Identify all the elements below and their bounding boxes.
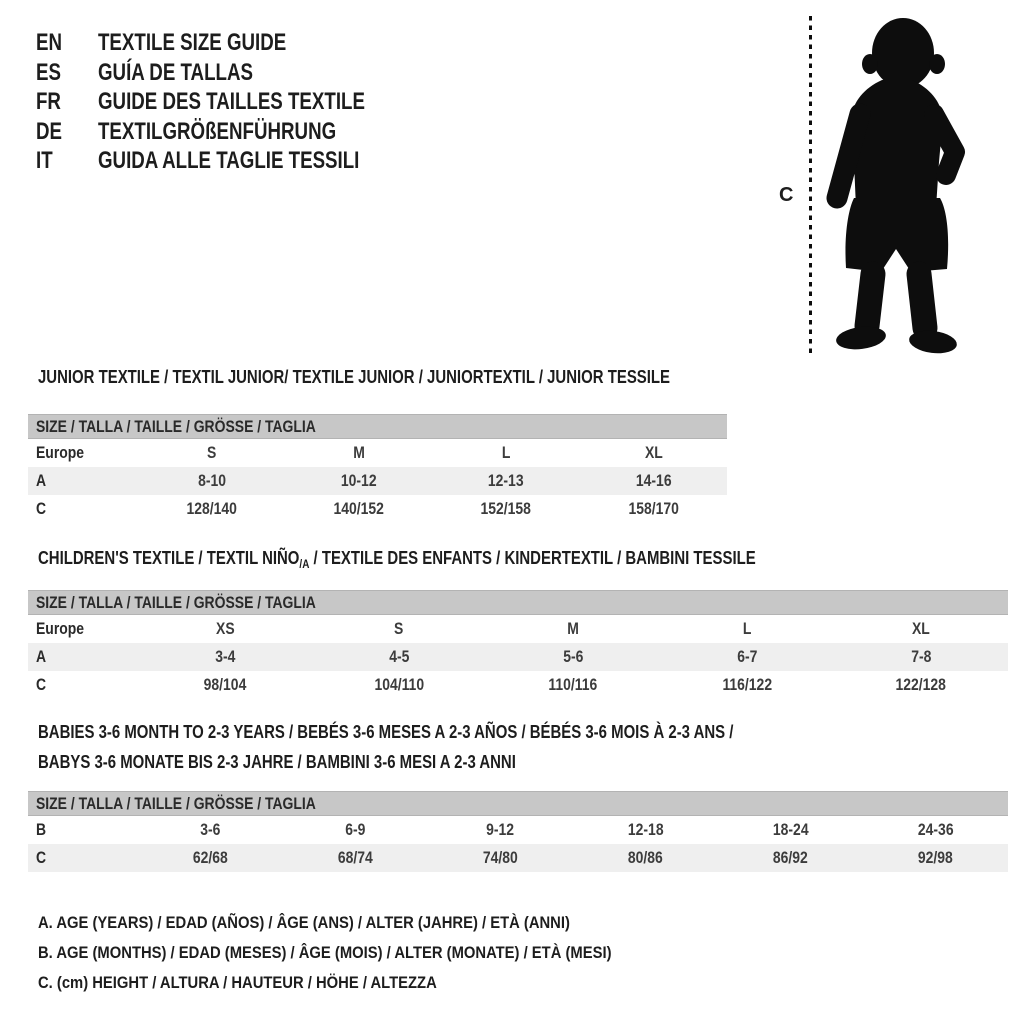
table-header-bar: SIZE / TALLA / TAILLE / GRÖSSE / TAGLIA	[28, 791, 1008, 816]
section-title-babies-line1: BABIES 3-6 MONTH TO 2-3 YEARS / BEBÉS 3-6 MESES A 2-3 AÑOS / BÉBÉS 3-6 MOIS À 2-3 ANS /	[38, 722, 734, 742]
size-value: 68/74	[338, 848, 373, 867]
row-label: B	[36, 820, 47, 839]
size-value: 98/104	[203, 675, 247, 694]
section-title-children	[38, 548, 903, 570]
table-row	[28, 844, 1008, 872]
lang-code: EN	[36, 29, 63, 56]
size-value: 92/98	[918, 848, 953, 867]
section-title-junior: JUNIOR TEXTILE / TEXTIL JUNIOR/ TEXTILE JUNIOR / JUNIORTEXTIL / JUNIOR TESSILE	[38, 367, 670, 387]
footnote-age-years: A. AGE (YEARS) / EDAD (AÑOS) / ÂGE (ANS) / ALTER (JAHRE) / ETÀ (ANNI)	[38, 913, 570, 932]
measure-label-c: C	[779, 184, 794, 206]
lang-label: GUIDE DES TAILLES TEXTILE	[98, 88, 365, 115]
children-title-pre: CHILDREN'S TEXTILE / TEXTIL NIÑO	[38, 548, 300, 568]
size-value: 6-9	[345, 820, 366, 839]
footnote-height-cm: C. (cm) HEIGHT / ALTURA / HAUTEUR / HÖHE / ALTEZZA	[38, 973, 437, 992]
lang-code: DE	[36, 117, 63, 145]
size-value: 12-13	[488, 471, 524, 490]
size-value: S	[206, 443, 217, 462]
junior-size-table	[28, 414, 727, 523]
size-value: 62/68	[193, 848, 228, 867]
table-row	[28, 615, 1008, 643]
lang-row	[36, 28, 440, 58]
lang-label: GUIDA ALLE TAGLIE TESSILI	[98, 147, 360, 174]
table-row	[28, 816, 1008, 844]
size-value: 6-7	[736, 647, 758, 666]
size-value: 24-36	[917, 820, 954, 839]
table-row	[28, 643, 1008, 671]
size-value: 3-6	[200, 820, 221, 839]
size-value: 110/116	[548, 675, 598, 694]
size-value: 7-8	[910, 647, 932, 666]
children-title-post: / TEXTILE DES ENFANTS / KINDERTEXTIL / BAMBINI TESSILE	[309, 548, 756, 568]
table-header-bar: SIZE / TALLA / TAILLE / GRÖSSE / TAGLIA	[28, 590, 1008, 615]
size-value: 86/92	[773, 848, 808, 867]
children-title-sub: /A	[299, 557, 310, 571]
size-value: 158/170	[628, 499, 679, 518]
row-label: Europe	[36, 619, 85, 638]
table-row	[28, 467, 727, 495]
size-value: L	[501, 443, 511, 462]
size-value: 140/152	[333, 499, 385, 518]
size-value: 12-18	[627, 820, 664, 839]
row-label: Europe	[36, 443, 85, 462]
size-value: 116/122	[722, 675, 772, 694]
size-value: S	[394, 619, 404, 638]
size-value: L	[742, 619, 752, 638]
footnote-age-months: B. AGE (MONTHS) / EDAD (MESES) / ÂGE (MOIS) / ALTER (MONATE) / ETÀ (MESI)	[38, 943, 612, 962]
lang-code: IT	[36, 147, 53, 174]
size-value: M	[353, 443, 365, 462]
lang-label: GUÍA DE TALLAS	[98, 58, 253, 86]
size-value: 14-16	[635, 471, 672, 490]
size-value: 3-4	[214, 647, 236, 666]
row-label: A	[36, 647, 47, 666]
size-value: 18-24	[772, 820, 809, 839]
table-row	[28, 439, 727, 467]
lang-row	[36, 146, 440, 176]
size-value: 104/110	[374, 675, 424, 694]
children-size-table	[28, 590, 1008, 699]
section-title-babies-line2: BABYS 3-6 MONATE BIS 2-3 JAHRE / BAMBINI 3-6 MESI A 2-3 ANNI	[38, 752, 516, 772]
lang-label: TEXTILGRÖßENFÜHRUNG	[98, 117, 337, 145]
table-row	[28, 671, 1008, 699]
lang-code: FR	[36, 88, 61, 115]
size-value: 10-12	[341, 471, 377, 490]
size-value: 4-5	[388, 647, 410, 666]
size-value: 5-6	[562, 647, 584, 666]
row-label: A	[36, 471, 47, 490]
size-value: 8-10	[197, 471, 226, 490]
lang-code: ES	[36, 58, 61, 86]
height-measure-line	[809, 16, 812, 356]
size-value: XL	[912, 619, 930, 638]
size-value: XS	[215, 619, 235, 638]
toddler-silhouette-icon	[820, 12, 972, 356]
row-label: C	[36, 848, 47, 867]
table-header-bar: SIZE / TALLA / TAILLE / GRÖSSE / TAGLIA	[28, 414, 727, 439]
lang-label: TEXTILE SIZE GUIDE	[98, 29, 287, 56]
size-value: 74/80	[483, 848, 518, 867]
language-title-list	[36, 28, 440, 176]
lang-row	[36, 117, 440, 147]
size-value: 122/128	[895, 675, 947, 694]
size-value: 152/158	[480, 499, 532, 518]
table-row	[28, 495, 727, 523]
size-value: 80/86	[628, 848, 663, 867]
size-value: 128/140	[186, 499, 237, 518]
row-label: C	[36, 499, 47, 518]
size-value: XL	[644, 443, 663, 462]
size-value: M	[567, 619, 579, 638]
lang-row	[36, 87, 440, 117]
row-label: C	[36, 675, 47, 694]
babies-size-table	[28, 791, 1008, 872]
lang-row	[36, 58, 440, 88]
size-value: 9-12	[486, 820, 515, 839]
